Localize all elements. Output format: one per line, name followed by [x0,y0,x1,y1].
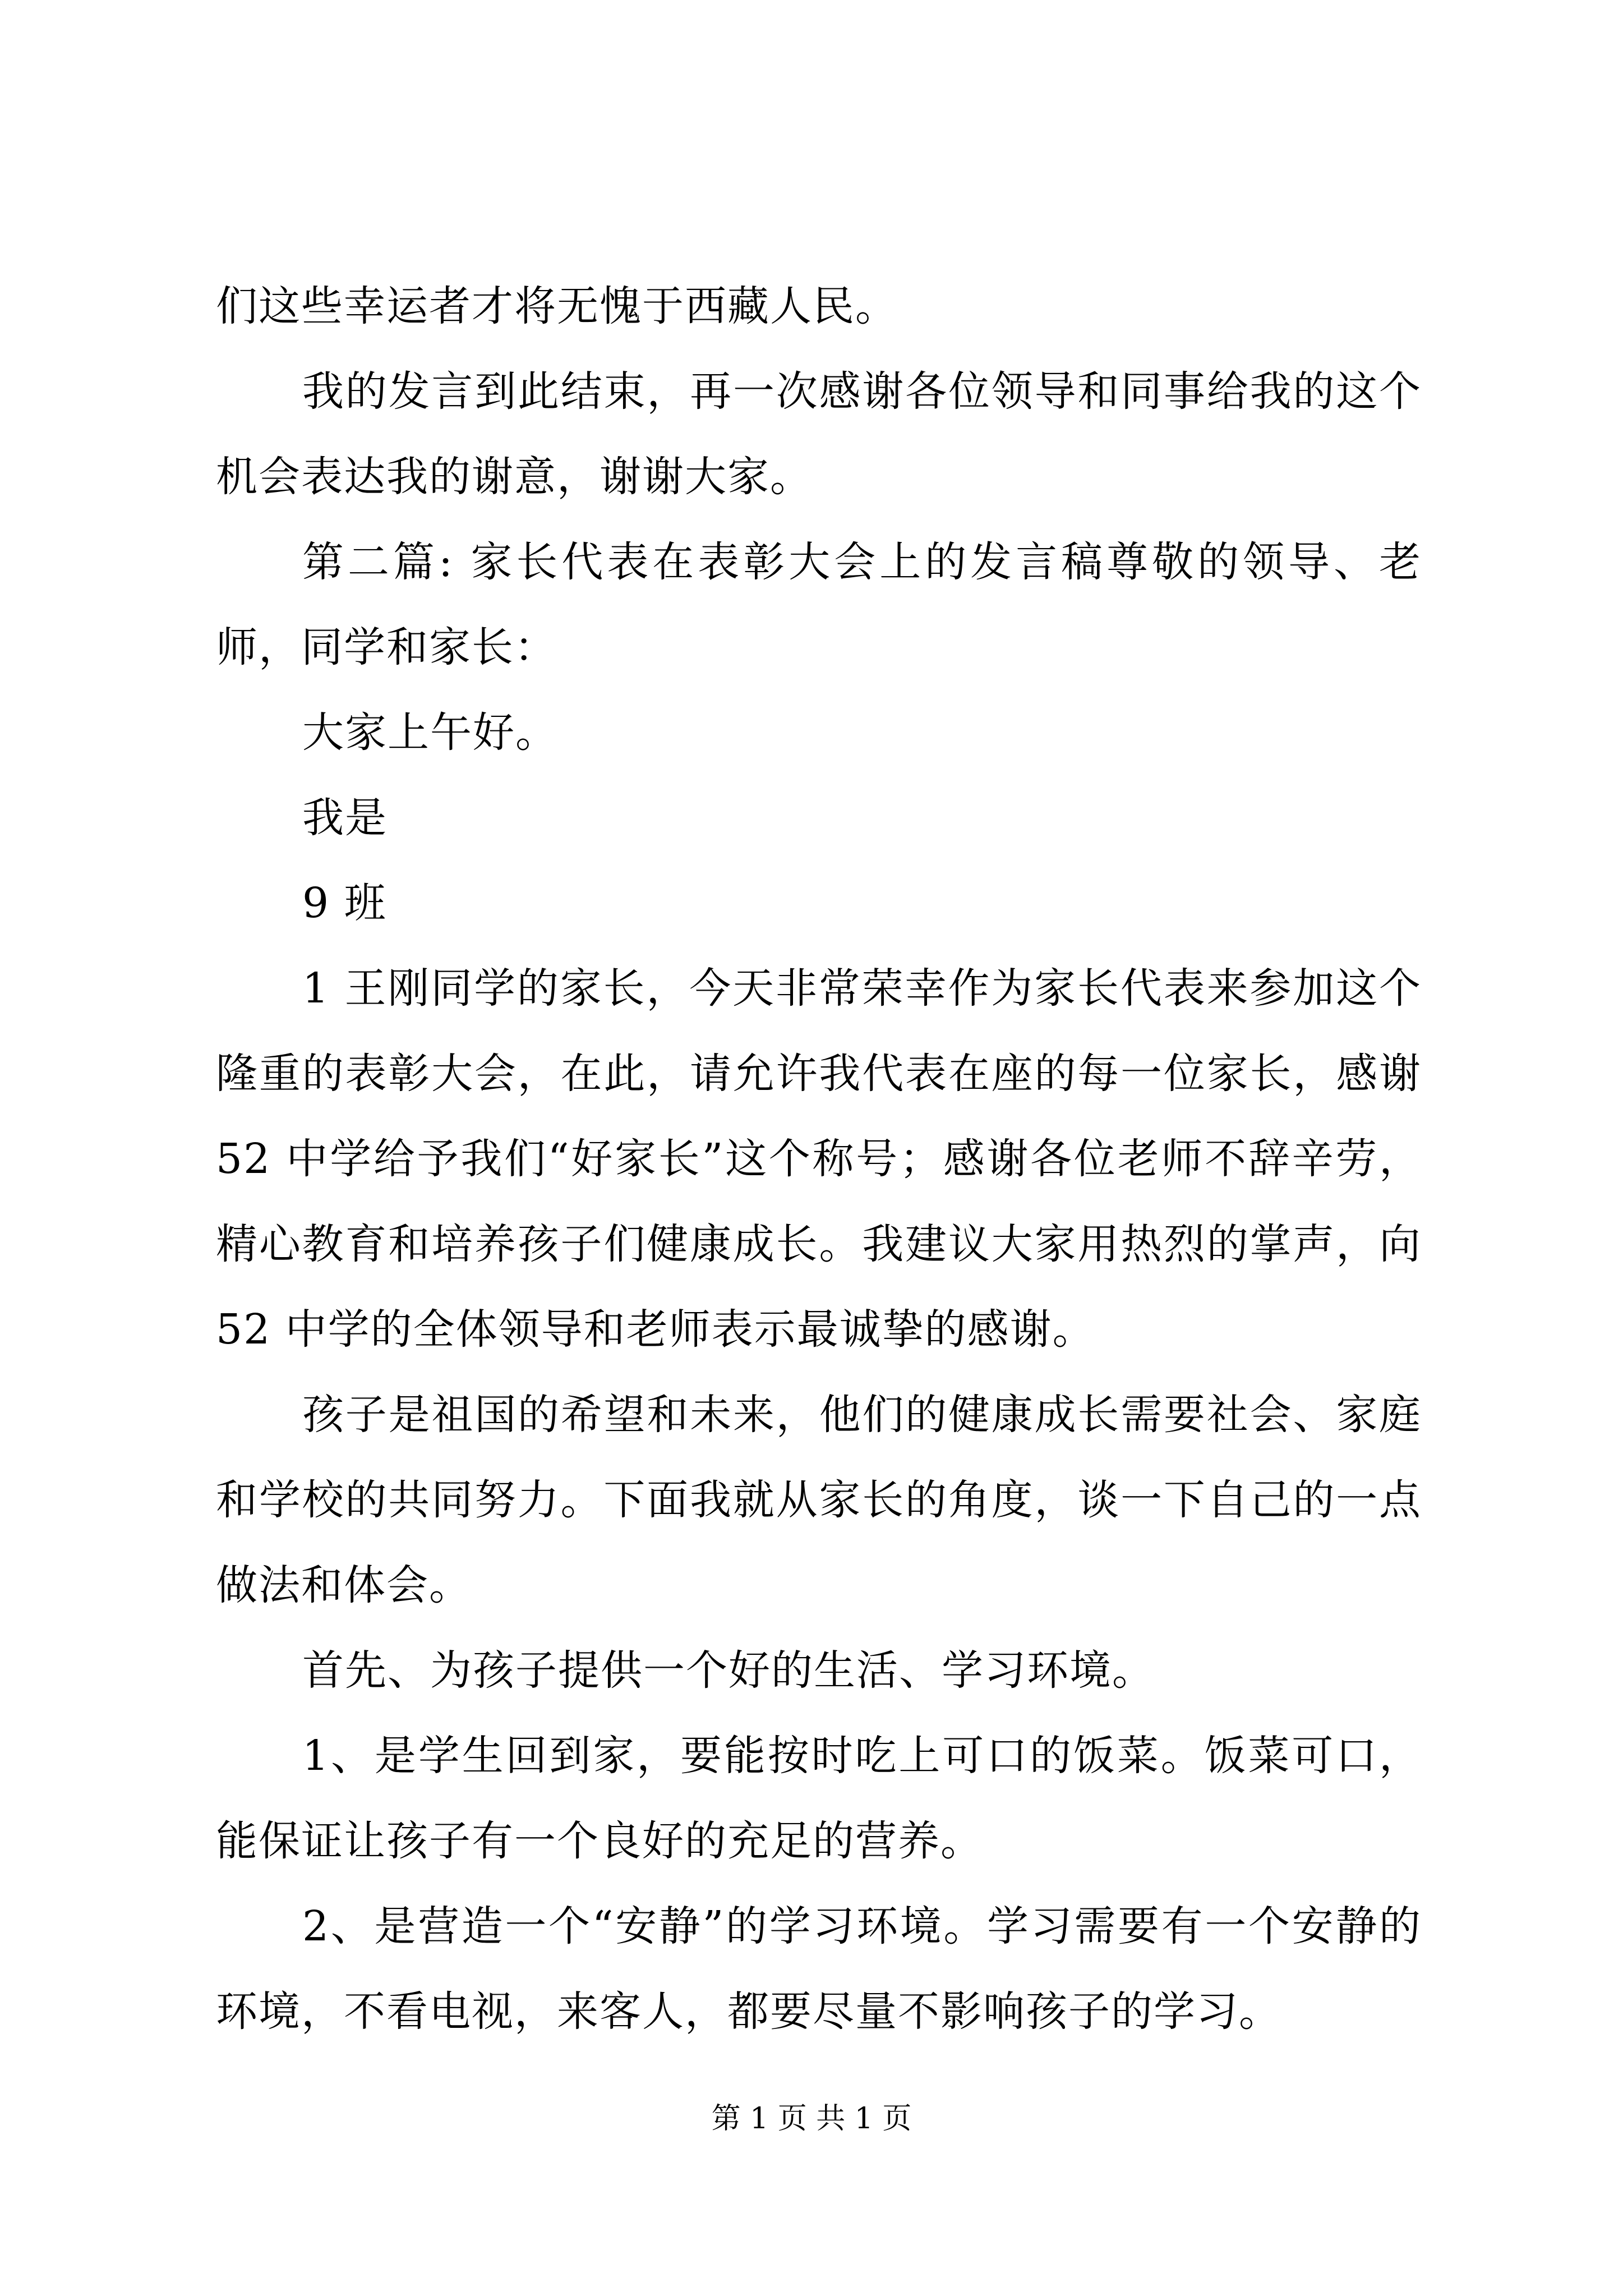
paragraph-3: 第二篇: 家长代表在表彰大会上的发言稿尊敬的领导、老师，同学和家长： [216,538,1422,671]
paragraph-2: 我的发言到此结束，再一次感谢各位领导和同事给我的这个机会表达我的谢意，谢谢大家。 [216,367,1422,501]
paragraph-1: 们这些幸运者才将无愧于西藏人民。 [216,282,898,330]
paragraph-9: 首先、为孩子提供一个好的生活、学习环境。 [302,1646,1155,1695]
document-body [216,264,1422,2054]
paragraph-7: 1 王刚同学的家长，今天非常荣幸作为家长代表来参加这个隆重的表彰大会，在此，请允许我代表在座的每一位家长，感谢 52 中学给予我们“好家长”这个称号；感谢各位老师不辞辛劳，精心教育和培养孩子们健康成长。我建议大家用热烈的掌声，向 52 中学的全体领导和老师表示最诚挚的感谢。 [216,964,1422,1354]
paragraph-5: 我是 [302,794,388,842]
paragraph-4: 大家上午好。 [302,708,558,757]
page-footer: 第 1 页 共 1 页 [711,2102,912,2136]
paragraph-6: 9 班 [302,879,387,927]
paragraph-11: 2、是营造一个“安静”的学习环境。学习需要有一个安静的环境，不看电视，来客人，都要尽量不影响孩子的学习。 [216,1902,1422,2036]
paragraph-8: 孩子是祖国的希望和未来，他们的健康成长需要社会、家庭和学校的共同努力。下面我就从家长的角度，谈一下自己的一点做法和体会。 [216,1391,1422,1609]
paragraph-10: 1、是学生回到家，要能按时吃上可口的饭菜。饭菜可口，能保证让孩子有一个良好的充足的营养。 [216,1732,1422,1865]
